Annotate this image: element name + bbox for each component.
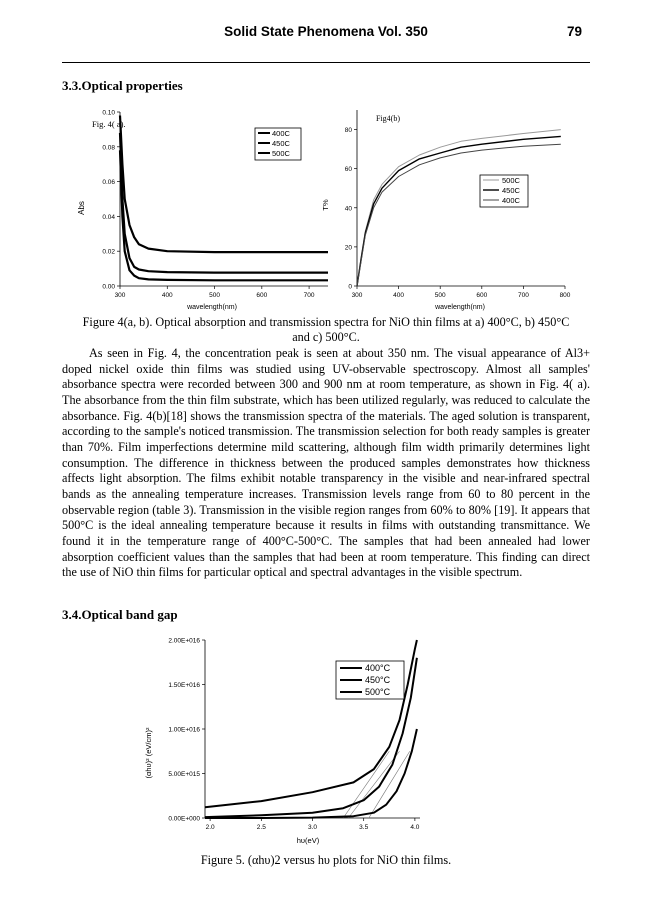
page-number: 79 bbox=[566, 24, 582, 39]
figure-4b-annotation: Fig4(b) bbox=[376, 114, 400, 123]
journal-title: Solid State Phenomena Vol. 350 bbox=[224, 24, 428, 39]
f4b-x-tick-label: 700 bbox=[517, 292, 529, 299]
figure-4b-x-axis-label: wavelength(nm) bbox=[435, 304, 485, 311]
figure-4b-y-axis-label: T% bbox=[321, 199, 330, 211]
header-rule bbox=[62, 62, 590, 63]
figure-4a-x-axis-label: wavelength(nm) bbox=[187, 304, 237, 311]
body-paragraph: As seen in Fig. 4, the concentration peak is seen at about 350 nm. The visual appearance of Al3+ doped nickel oxide thin films was studied using UV-observable spectroscopy. Almost all samples' absorbance spectra were recorded between 300 and 900 nm at room temperature, as shown in Fig. 4( a). The absorbance from the thin film substrate, which has been utilized regularly, was reduced to calculate the absorbance. Fig. 4(b)[18] shows the transmission spectra of the materials. The aged solution is transparent, according to the sample's noticed transmission. The transmission selection for both ready samples is greater than 70%. Film imperfections determine mild scattering, although film width primarily determines light consumption. The difference in thickness between the produced samples demonstrates how thickness affects light absorption. The films exhibit notable transparency in the visible and near-infrared spectral bands as the annealing temperature increases. Transmission levels range from 60 to 80 percent in the observable region (table 3). Transmission in the visible region ranges from 60% to 80% [19]. It appears that 500°C is the ideal annealing temperature because it results in films with outstanding transmittance. We found it in the temperature range of 400°C-500°C. The samples that had been annealed had lower absorption coefficient values than the samples that had been at room temperature. This finding can direct the use of NiO thin films for particular optical and spectral advantages in the visible spectrum. bbox=[62, 346, 590, 580]
figure-4b-axes bbox=[357, 110, 565, 286]
figure-5-tangent-line bbox=[348, 751, 399, 818]
f4a-y-tick-label: 0.10 bbox=[102, 109, 115, 117]
f4b-x-tick-label: 600 bbox=[476, 292, 488, 299]
figure-4a-legend bbox=[255, 128, 301, 160]
figure-4b-ticks bbox=[345, 127, 571, 299]
figure-4b-legend bbox=[480, 175, 528, 207]
f4b-y-tick-label: 60 bbox=[344, 166, 352, 174]
figure-5-y-axis-label: (αhυ)² (eV/cm)² bbox=[144, 727, 153, 779]
section-heading-optical-properties: 3.3.Optical properties bbox=[62, 78, 183, 93]
section-heading-optical-band-gap: 3.4.Optical band gap bbox=[62, 607, 178, 622]
figure-5-tangent-line bbox=[369, 751, 410, 818]
f5-x-tick-label: 3.5 bbox=[359, 824, 369, 831]
f4a-x-tick-label: 400 bbox=[161, 292, 173, 299]
f4a-y-tick-label: 0.00 bbox=[102, 283, 115, 291]
f5-x-tick-label: 3.0 bbox=[307, 824, 318, 831]
f4b-x-tick-label: 500 bbox=[434, 292, 446, 299]
f5-y-tick-label: 1.50E+016 bbox=[168, 682, 200, 689]
f4b-series-450c bbox=[357, 136, 561, 286]
f4b-x-tick-label: 300 bbox=[351, 292, 363, 299]
f5-x-tick-label: 2.5 bbox=[256, 824, 266, 831]
f5-y-tick-label: 5.00E+015 bbox=[168, 771, 200, 778]
figure-5-legend-500c: 500°C bbox=[365, 687, 391, 697]
figure-5-band-gap-chart bbox=[130, 628, 440, 850]
f4a-y-tick-label: 0.04 bbox=[102, 213, 115, 221]
figure-4b-series-lines bbox=[357, 130, 561, 286]
figure-4a-legend-500c: 500C bbox=[272, 149, 290, 158]
figure-4a-y-axis-label: Abs bbox=[77, 201, 86, 215]
figure-5-x-axis-label: hυ(eV) bbox=[296, 836, 320, 845]
f5-y-tick-label: 2.00E+016 bbox=[168, 637, 200, 645]
f4a-x-tick-label: 600 bbox=[256, 292, 268, 299]
f4b-x-tick-label: 400 bbox=[393, 292, 405, 299]
f4a-y-tick-label: 0.02 bbox=[102, 248, 115, 256]
figure-4b-legend-500c: 500C bbox=[502, 176, 520, 185]
figure-5-legend-450c: 450°C bbox=[365, 675, 391, 685]
f4b-y-tick-label: 40 bbox=[344, 205, 352, 213]
f4a-x-tick-label: 300 bbox=[114, 292, 126, 299]
f4a-x-tick-label: 700 bbox=[303, 292, 315, 299]
figure-4-caption-line-2: and c) 500°C. bbox=[292, 330, 360, 344]
f5-x-tick-label: 4.0 bbox=[410, 824, 420, 831]
f4a-y-tick-label: 0.06 bbox=[102, 179, 115, 187]
figure-4-caption-line-1: Figure 4(a, b). Optical absorption and transmission spectra for NiO thin films at a) 400°C, b) 450°C bbox=[82, 315, 570, 329]
figure-5-legend-400c: 400°C bbox=[365, 663, 391, 673]
figure-4b-transmission-chart bbox=[305, 100, 590, 318]
figure-4b-legend-450c: 450C bbox=[502, 186, 520, 195]
figure-4-caption bbox=[62, 315, 590, 345]
f4a-series-500c bbox=[120, 150, 328, 280]
f5-x-tick-label: 2.0 bbox=[205, 824, 215, 831]
figure-5-legend bbox=[336, 661, 404, 699]
page-header bbox=[62, 18, 590, 44]
f5-y-tick-label: 0.00E+000 bbox=[168, 815, 200, 823]
figure-5-caption: Figure 5. (αhυ)2 versus hυ plots for NiO thin films. bbox=[200, 853, 452, 867]
f4b-y-tick-label: 20 bbox=[344, 244, 352, 252]
f4b-series-400c bbox=[357, 144, 561, 286]
figure-4a-absorbance-chart bbox=[62, 100, 342, 318]
f4b-y-tick-label: 80 bbox=[344, 127, 352, 135]
f4a-x-tick-label: 500 bbox=[209, 292, 220, 299]
f4b-y-tick-label: 0 bbox=[348, 283, 352, 291]
figure-4a-legend-400c: 400C bbox=[272, 129, 290, 138]
f4a-y-tick-label: 0.08 bbox=[102, 144, 115, 152]
figure-4b-legend-400c: 400C bbox=[502, 196, 520, 205]
f4b-x-tick-label: 800 bbox=[559, 292, 571, 299]
figure-4a-legend-450c: 450C bbox=[272, 139, 290, 148]
f5-y-tick-label: 1.00E+016 bbox=[168, 726, 200, 734]
figure-4a-annotation: Fig. 4( a). bbox=[92, 119, 126, 129]
